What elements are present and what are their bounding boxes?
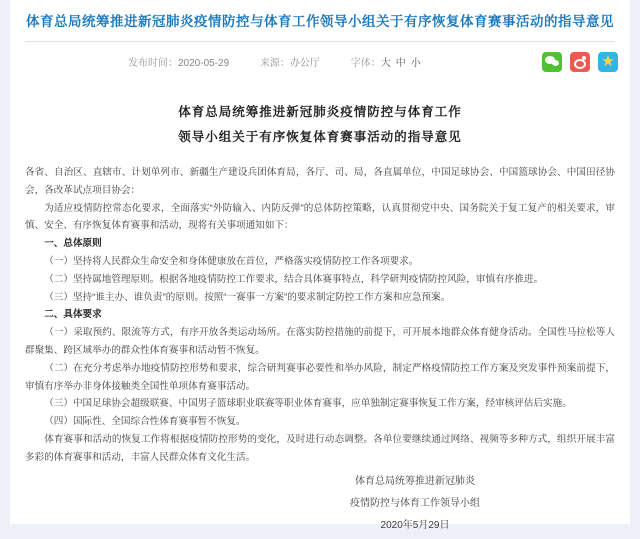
signature-line: 体育总局统筹推进新冠肺炎	[355, 475, 475, 487]
paragraph: （一）坚持将人民群众生命安全和身体健康放在首位，严格落实疫情防控工作各项要求。	[44, 255, 419, 267]
document-title-line2: 领导小组关于有序恢复体育赛事活动的指导意见	[178, 130, 462, 144]
paragraph: 为适应疫情防控常态化要求，全面落实“外防输入、内防反弹”的总体防控策略，认真贯彻党中央、国务院关于复工复产的相关要求，审慎、安全、有序恢复体育赛事和活动，现将有关事项通知如下：	[25, 202, 615, 232]
paragraph: （二）在充分考虑举办地疫情防控形势和要求，综合研判赛事必要性和举办风险，制定严格疫情防控工作方案及突发事件预案前提下，审慎有序举办非身体接触类全国性单项体育赛事活动。	[25, 362, 615, 392]
font-size-option-2[interactable]: 小	[410, 58, 421, 69]
font-size-label: 字体：	[350, 58, 381, 69]
meta-row	[10, 54, 630, 76]
source-label: 来源：	[259, 58, 290, 69]
font-size-option-0[interactable]: 大	[380, 58, 391, 69]
weibo-share-icon[interactable]	[570, 52, 590, 72]
source-value: 办公厅	[289, 58, 320, 69]
article-card	[10, 0, 630, 531]
paragraph: 体育赛事和活动的恢复工作将根据疫情防控形势的变化，及时进行动态调整。各单位要继续通过网络、视频等多种方式，组织开展丰富多彩的体育赛事和活动，丰富人民群众体育文化生活。	[25, 433, 615, 463]
paragraph: （三）坚持“谁主办、谁负责”的原则。按照“一赛事一方案”的要求制定防控工作方案和应急预案。	[44, 291, 451, 303]
page-title: 体育总局统筹推进新冠肺炎疫情防控与体育工作领导小组关于有序恢复体育赛事活动的指导意见	[26, 14, 614, 29]
font-size-option-1[interactable]: 中	[395, 58, 406, 69]
document-title-line1: 体育总局统筹推进新冠肺炎疫情防控与体育工作	[178, 105, 462, 119]
paragraph: 各省、自治区、直辖市、计划单列市、新疆生产建设兵团体育局，各厅、司、局，各直属单位，中国足球协会、中国篮球协会、中国田径协会，各改革试点项目协会：	[25, 167, 615, 196]
qzone-share-icon[interactable]	[598, 52, 618, 72]
wechat-share-icon[interactable]	[542, 52, 562, 72]
publish-time	[128, 58, 229, 69]
document-title	[10, 100, 630, 150]
title-divider	[25, 41, 615, 42]
section-heading: 二、具体要求	[44, 309, 102, 321]
paragraph: （三）中国足球协会超级联赛、中国男子篮球职业联赛等职业体育赛事，应单独制定赛事恢复工作方案，经审核评估后实施。	[44, 398, 572, 410]
share-bar	[542, 52, 618, 72]
signature-block	[315, 471, 515, 537]
paragraph: （二）坚持属地管理原则。根据各地疫情防控工作要求，结合具体赛事特点，科学研判疫情防控风险，审慎有序推进。	[44, 273, 544, 285]
section-heading: 一、总体原则	[44, 238, 102, 250]
font-size-options	[381, 58, 426, 69]
font-size-control	[351, 58, 426, 69]
paragraph: （一）采取预约、限流等方式，有序开放各类运动场所。在落实防控措施的前提下，可开展本地群众体育健身活动。全国性马拉松等人群聚集、跨区域举办的群众性体育赛事和活动暂不恢复。	[25, 327, 615, 356]
paragraph: （四）国际性、全国综合性体育赛事暂不恢复。	[44, 416, 246, 428]
source	[260, 58, 320, 69]
signature-line: 疫情防控与体育工作领导小组	[350, 497, 480, 509]
document-body	[25, 164, 615, 467]
publish-time-value: 2020-05-29	[178, 58, 230, 69]
signature-date: 2020年5月29日	[380, 519, 450, 531]
publish-time-label: 发布时间：	[128, 58, 178, 69]
